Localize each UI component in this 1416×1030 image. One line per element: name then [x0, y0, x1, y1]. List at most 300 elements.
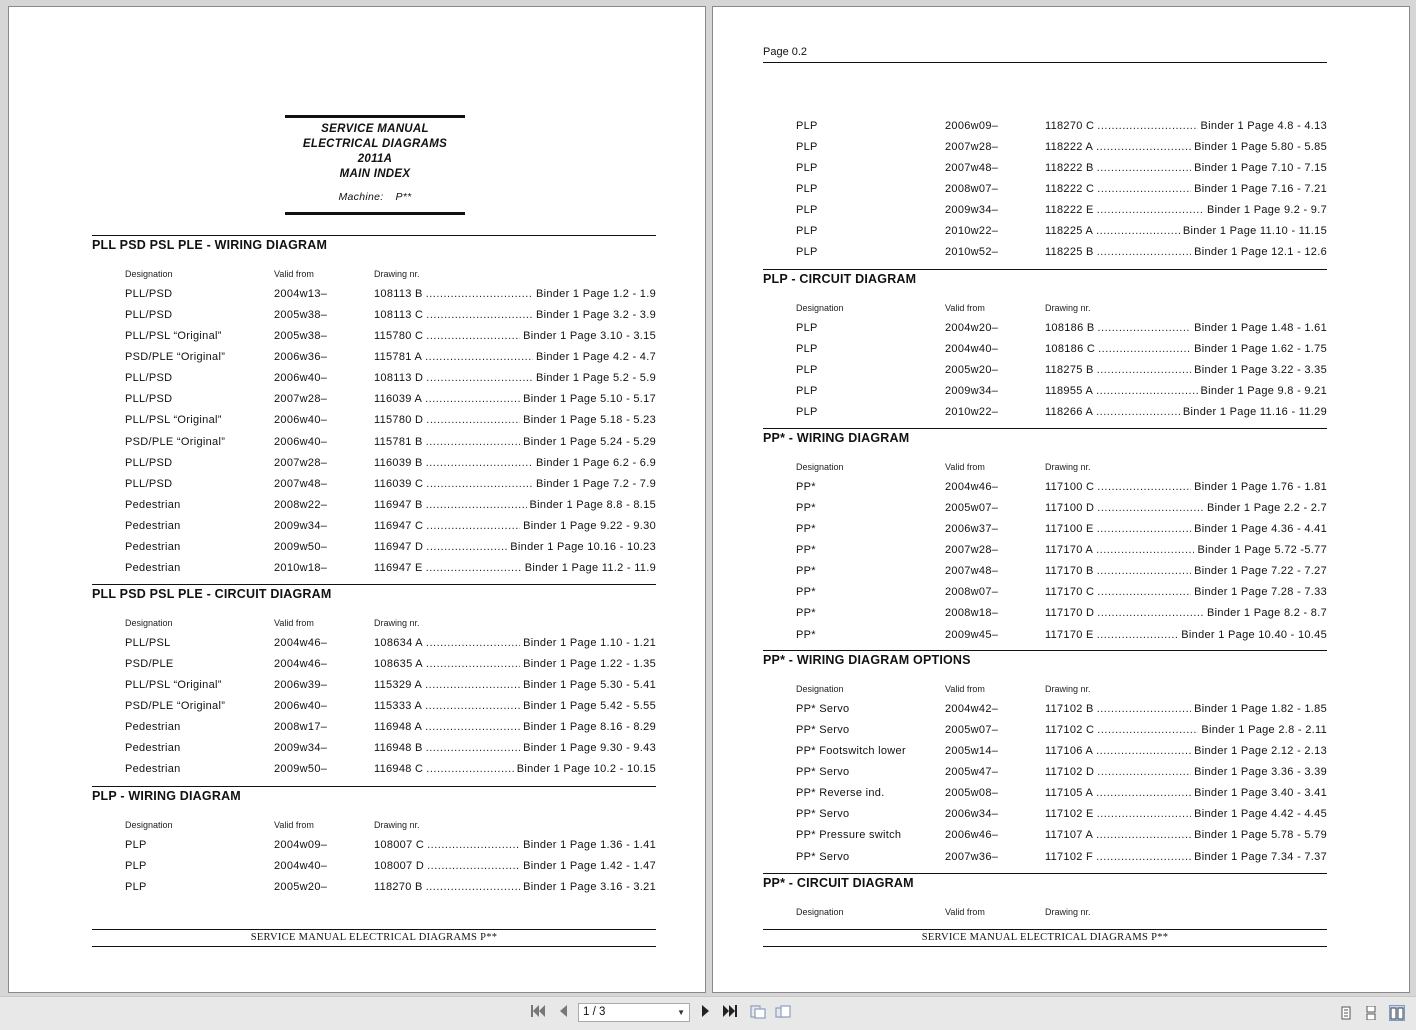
binder-page-ref: Binder 1 Page 3.16 - 3.21 — [523, 881, 656, 894]
valid-from-cell: 2005w38– — [274, 330, 328, 343]
header-designation: Designation — [125, 618, 173, 628]
drawing-cell — [1045, 627, 1327, 643]
binder-page-ref: Binder 1 Page 1.22 - 1.35 — [523, 658, 656, 671]
section-title: PP* - WIRING DIAGRAM — [763, 428, 1327, 448]
designation-cell: PLL/PSL — [125, 637, 171, 649]
binder-page-ref: Binder 1 Page 1.62 - 1.75 — [1194, 343, 1327, 356]
header-valid-from: Valid from — [945, 907, 985, 917]
binder-page-ref: Binder 1 Page 1.82 - 1.85 — [1194, 703, 1327, 715]
designation-cell: PLL/PSD — [125, 288, 173, 300]
valid-from-cell: 2004w46– — [274, 637, 328, 649]
designation-cell: PLP — [796, 120, 818, 132]
binder-page-ref: Binder 1 Page 3.36 - 3.39 — [1194, 766, 1327, 779]
dot-leader — [1097, 521, 1191, 537]
dot-leader — [1096, 849, 1191, 865]
index-row — [796, 362, 1327, 378]
designation-cell: PP* — [796, 586, 816, 599]
binder-page-ref: Binder 1 Page 1.2 - 1.9 — [535, 288, 656, 300]
designation-cell: PLL/PSD — [125, 477, 173, 490]
drawing-number: 108186 C — [1045, 343, 1096, 356]
drawing-number: 116947 C — [374, 519, 424, 532]
header-designation: Designation — [796, 303, 844, 313]
index-row — [125, 328, 656, 344]
binder-page-ref: Binder 1 Page 2.8 - 2.11 — [1201, 724, 1327, 737]
dot-leader — [1097, 722, 1198, 738]
page-number: Page 0.2 — [763, 46, 1327, 63]
drawing-cell — [1045, 383, 1327, 399]
index-row — [796, 404, 1327, 420]
dot-leader — [426, 476, 533, 492]
viewer-toolbar — [0, 996, 1416, 1030]
valid-from-cell: 2006w46– — [945, 829, 999, 842]
designation-cell: PLP — [796, 385, 818, 398]
drawing-cell — [374, 719, 656, 735]
drawing-cell — [374, 412, 656, 428]
drawing-number: 108186 B — [1045, 322, 1095, 334]
binder-page-ref: Binder 1 Page 6.2 - 6.9 — [535, 456, 656, 469]
drawing-cell — [374, 539, 656, 555]
section-title: PLP - CIRCUIT DIAGRAM — [763, 269, 1327, 289]
drawing-cell — [1045, 118, 1327, 134]
machine-line — [285, 190, 465, 205]
index-row — [796, 320, 1327, 336]
dot-leader — [1097, 701, 1191, 717]
drawing-number: 115780 D — [374, 414, 424, 427]
valid-from-cell: 2005w38– — [274, 309, 328, 322]
binder-page-ref: Binder 1 Page 7.28 - 7.33 — [1194, 586, 1327, 599]
drawing-number: 118222 E — [1045, 204, 1094, 217]
valid-from-cell: 2006w37– — [945, 523, 999, 536]
dot-leader — [426, 370, 533, 386]
index-row — [796, 223, 1327, 239]
valid-from-cell: 2009w34– — [945, 385, 999, 398]
section-title: PP* - WIRING DIAGRAM OPTIONS — [763, 650, 1327, 670]
binder-page-ref: Binder 1 Page 5.72 -5.77 — [1197, 544, 1327, 557]
facing-pages-view-icon[interactable] — [1389, 1005, 1405, 1021]
binder-page-ref: Binder 1 Page 11.16 - 11.29 — [1182, 406, 1327, 419]
designation-cell: PLP — [796, 322, 818, 334]
index-row — [125, 476, 656, 492]
index-row — [125, 656, 656, 672]
index-row — [796, 722, 1327, 738]
drawing-cell — [374, 518, 656, 534]
binder-page-ref: Binder 1 Page 8.8 - 8.15 — [529, 498, 656, 511]
dot-leader — [426, 328, 520, 344]
index-row — [125, 391, 656, 407]
index-row — [125, 370, 656, 386]
drawing-number: 108635 A — [374, 658, 423, 671]
previous-page-icon[interactable] — [553, 1004, 573, 1024]
binder-page-ref: Binder 1 Page 1.42 - 1.47 — [523, 860, 656, 873]
drawing-number: 116039 A — [374, 393, 423, 406]
header-designation: Designation — [125, 820, 173, 830]
index-row — [125, 719, 656, 735]
drawing-cell — [1045, 320, 1327, 336]
valid-from-cell: 2005w07– — [945, 724, 999, 737]
first-page-icon[interactable] — [528, 1004, 548, 1024]
header-valid-from: Valid from — [945, 462, 985, 472]
binder-page-ref: Binder 1 Page 9.8 - 9.21 — [1200, 385, 1327, 398]
designation-cell: PSD/PLE “Original” — [125, 700, 226, 713]
drawing-cell — [374, 391, 656, 407]
index-row — [796, 605, 1327, 621]
binder-page-ref: Binder 1 Page 3.10 - 3.15 — [523, 330, 656, 343]
drawing-number: 118222 C — [1045, 183, 1095, 196]
drawing-number: 117170 B — [1045, 565, 1094, 578]
designation-cell: PP* — [796, 607, 816, 620]
valid-from-cell: 2006w40– — [274, 700, 328, 713]
dot-leader — [426, 761, 513, 777]
drawing-cell — [374, 740, 656, 756]
drawing-number: 115781 A — [374, 351, 423, 364]
drawing-cell — [1045, 223, 1327, 239]
drawing-cell — [1045, 500, 1327, 516]
valid-from-cell: 2007w48– — [945, 162, 999, 175]
index-row — [125, 286, 656, 302]
designation-cell: PP* Servo — [796, 724, 850, 737]
drawing-number: 117106 A — [1045, 745, 1094, 758]
binder-page-ref: Binder 1 Page 9.2 - 9.7 — [1206, 204, 1327, 217]
drawing-cell — [374, 837, 656, 853]
index-row — [796, 584, 1327, 600]
header-designation: Designation — [796, 684, 844, 694]
dot-leader — [1096, 827, 1191, 843]
index-row — [796, 743, 1327, 759]
index-row — [796, 627, 1327, 643]
designation-cell: PLL/PSL “Original” — [125, 414, 222, 427]
designation-cell: PLP — [796, 246, 818, 259]
index-row — [796, 139, 1327, 155]
dot-leader — [1097, 181, 1191, 197]
valid-from-cell: 2009w34– — [274, 742, 328, 755]
dot-leader — [426, 560, 522, 576]
designation-cell: Pedestrian — [125, 519, 181, 532]
valid-from-cell: 2009w34– — [274, 519, 328, 532]
drawing-number: 115781 B — [374, 435, 423, 448]
designation-cell: PSD/PLE “Original” — [125, 435, 226, 448]
binder-page-ref: Binder 1 Page 5.2 - 5.9 — [535, 372, 656, 385]
drawing-cell — [1045, 701, 1327, 717]
binder-page-ref: Binder 1 Page 7.22 - 7.27 — [1194, 565, 1327, 578]
index-row — [796, 827, 1327, 843]
dot-leader — [426, 740, 520, 756]
designation-cell: PLP — [125, 881, 147, 894]
binder-page-ref: Binder 1 Page 4.2 - 4.7 — [535, 351, 656, 364]
dot-leader — [426, 497, 527, 513]
valid-from-cell: 2010w52– — [945, 246, 999, 259]
dot-leader — [1097, 605, 1204, 621]
drawing-cell — [374, 858, 656, 874]
header-drawing-nr: Drawing nr. — [1045, 684, 1091, 694]
valid-from-cell: 2005w20– — [945, 364, 999, 377]
drawing-number: 117102 C — [1045, 724, 1095, 737]
binder-page-ref: Binder 1 Page 10.40 - 10.45 — [1181, 628, 1327, 641]
title-block — [285, 115, 465, 215]
drawing-number: 108007 D — [374, 860, 425, 873]
designation-cell: PLP — [125, 839, 147, 851]
valid-from-cell: 2006w36– — [274, 351, 328, 364]
binder-page-ref: Binder 1 Page 10.2 - 10.15 — [516, 763, 656, 776]
dot-leader — [1097, 479, 1191, 495]
dot-leader — [1097, 362, 1191, 378]
valid-from-cell: 2005w08– — [945, 787, 999, 800]
drawing-number: 116948 C — [374, 763, 424, 776]
binder-page-ref: Binder 1 Page 8.2 - 8.7 — [1206, 607, 1327, 620]
drawing-cell — [1045, 341, 1327, 357]
single-page-view-icon[interactable] — [1339, 1005, 1355, 1021]
drawing-cell — [1045, 849, 1327, 865]
header-drawing-nr: Drawing nr. — [1045, 303, 1091, 313]
index-row — [796, 806, 1327, 822]
index-row — [796, 563, 1327, 579]
drawing-cell — [1045, 806, 1327, 822]
column-headers — [125, 820, 656, 836]
index-row — [796, 785, 1327, 801]
drawing-cell — [374, 434, 656, 450]
valid-from-cell: 2005w47– — [945, 766, 999, 779]
drawing-cell — [1045, 785, 1327, 801]
valid-from-cell: 2004w46– — [274, 658, 328, 671]
drawing-cell — [374, 761, 656, 777]
drawing-cell — [1045, 521, 1327, 537]
index-row — [125, 879, 656, 895]
valid-from-cell: 2004w40– — [274, 860, 328, 873]
drawing-cell — [1045, 181, 1327, 197]
header-drawing-nr: Drawing nr. — [374, 618, 420, 628]
section-title: PLP - WIRING DIAGRAM — [92, 786, 656, 806]
designation-cell: Pedestrian — [125, 562, 181, 575]
drawing-cell — [1045, 722, 1327, 738]
drawing-cell — [1045, 139, 1327, 155]
valid-from-cell: 2008w18– — [945, 607, 999, 620]
binder-page-ref: Binder 1 Page 5.42 - 5.55 — [523, 700, 656, 713]
binder-page-ref: Binder 1 Page 8.16 - 8.29 — [523, 721, 656, 734]
dot-leader — [1096, 785, 1191, 801]
valid-from-cell: 2010w22– — [945, 406, 999, 419]
binder-page-ref: Binder 1 Page 5.18 - 5.23 — [523, 414, 656, 427]
valid-from-cell: 2004w40– — [945, 343, 999, 356]
drawing-number: 118225 A — [1045, 225, 1094, 238]
drawing-number: 116948 B — [374, 742, 423, 755]
header-valid-from: Valid from — [945, 684, 985, 694]
drawing-cell — [1045, 362, 1327, 378]
drawing-number: 116039 C — [374, 477, 424, 490]
header-drawing-nr: Drawing nr. — [1045, 907, 1091, 917]
valid-from-cell: 2010w22– — [945, 225, 999, 238]
dot-leader — [426, 434, 520, 450]
drawing-number: 117102 B — [1045, 703, 1094, 715]
index-row — [796, 202, 1327, 218]
drawing-number: 118275 B — [1045, 364, 1094, 377]
drawing-number: 117100 C — [1045, 481, 1095, 493]
page-number-select[interactable] — [578, 1003, 690, 1022]
valid-from-cell: 2009w50– — [274, 540, 328, 553]
dot-leader — [426, 879, 520, 895]
column-headers — [125, 618, 656, 634]
dot-leader — [425, 677, 520, 693]
drawing-cell — [374, 307, 656, 323]
valid-from-cell: 2010w18– — [274, 562, 328, 575]
designation-cell: PLL/PSD — [125, 393, 173, 406]
index-row — [125, 497, 656, 513]
section-title: PP* - CIRCUIT DIAGRAM — [763, 873, 1327, 893]
column-headers — [796, 303, 1327, 319]
drawing-cell — [1045, 160, 1327, 176]
index-row — [796, 118, 1327, 134]
drawing-number: 108113 D — [374, 372, 424, 385]
dot-leader — [426, 635, 520, 651]
index-row — [125, 539, 656, 555]
drawing-number: 108007 C — [374, 839, 425, 851]
designation-cell: PP* — [796, 565, 816, 578]
column-headers — [796, 684, 1327, 700]
drawing-number: 116039 B — [374, 456, 423, 469]
title-line-2: ELECTRICAL DIAGRAMS — [302, 138, 448, 150]
drawing-cell — [1045, 404, 1327, 420]
dot-leader — [426, 656, 520, 672]
index-row — [125, 740, 656, 756]
drawing-cell — [1045, 827, 1327, 843]
rotate-left-icon[interactable] — [748, 1004, 768, 1024]
drawing-cell — [1045, 202, 1327, 218]
binder-page-ref: Binder 1 Page 1.36 - 1.41 — [523, 839, 656, 851]
dot-leader — [427, 858, 520, 874]
index-row — [125, 349, 656, 365]
binder-page-ref: Binder 1 Page 1.10 - 1.21 — [523, 637, 656, 649]
continuous-view-icon[interactable] — [1364, 1005, 1380, 1021]
valid-from-cell: 2005w14– — [945, 745, 999, 758]
index-row — [796, 701, 1327, 717]
index-row — [125, 518, 656, 534]
document-page-right — [712, 6, 1410, 993]
index-row — [125, 761, 656, 777]
index-row — [796, 160, 1327, 176]
document-page-left — [8, 6, 706, 993]
header-valid-from: Valid from — [274, 618, 314, 628]
drawing-cell — [1045, 479, 1327, 495]
next-page-icon[interactable] — [696, 1004, 716, 1024]
dot-leader — [1096, 743, 1191, 759]
index-row — [125, 858, 656, 874]
valid-from-cell: 2005w07– — [945, 502, 999, 515]
designation-cell: PP* Servo — [796, 808, 850, 821]
binder-page-ref: Binder 1 Page 10.16 - 10.23 — [510, 540, 656, 553]
index-row — [796, 500, 1327, 516]
index-row — [796, 764, 1327, 780]
drawing-number: 118222 A — [1045, 141, 1094, 154]
drawing-number: 117105 A — [1045, 787, 1094, 800]
drawing-cell — [374, 497, 656, 513]
index-row — [796, 521, 1327, 537]
valid-from-cell: 2008w07– — [945, 586, 999, 599]
drawing-cell — [1045, 743, 1327, 759]
dot-leader — [426, 286, 533, 302]
binder-page-ref: Binder 1 Page 4.42 - 4.45 — [1194, 808, 1327, 821]
dot-leader — [1097, 244, 1191, 260]
drawing-cell — [374, 286, 656, 302]
binder-page-ref: Binder 1 Page 4.8 - 4.13 — [1200, 120, 1327, 132]
index-row — [125, 307, 656, 323]
drawing-cell — [374, 879, 656, 895]
binder-page-ref: Binder 1 Page 2.2 - 2.7 — [1206, 502, 1327, 515]
valid-from-cell: 2004w09– — [274, 839, 328, 851]
dot-leader — [1097, 806, 1191, 822]
dot-leader — [426, 455, 533, 471]
column-headers — [796, 907, 1327, 923]
dot-leader — [1097, 627, 1179, 643]
dot-leader — [425, 349, 533, 365]
valid-from-cell: 2004w42– — [945, 703, 999, 715]
designation-cell: PLP — [796, 162, 818, 175]
designation-cell: PLP — [796, 141, 818, 154]
drawing-number: 115333 A — [374, 700, 423, 713]
drawing-number: 108634 A — [374, 637, 423, 649]
drawing-number: 116948 A — [374, 721, 423, 734]
designation-cell: Pedestrian — [125, 742, 181, 755]
header-designation: Designation — [796, 462, 844, 472]
drawing-cell — [374, 328, 656, 344]
drawing-cell — [374, 677, 656, 693]
drawing-cell — [374, 370, 656, 386]
drawing-number: 117170 E — [1045, 628, 1094, 641]
drawing-cell — [374, 656, 656, 672]
binder-page-ref: Binder 1 Page 2.12 - 2.13 — [1194, 745, 1327, 758]
drawing-number: 117170 D — [1045, 607, 1095, 620]
binder-page-ref: Binder 1 Page 12.1 - 12.6 — [1194, 246, 1327, 259]
header-drawing-nr: Drawing nr. — [374, 269, 420, 279]
binder-page-ref: Binder 1 Page 1.76 - 1.81 — [1194, 481, 1327, 493]
drawing-number: 116947 B — [374, 498, 423, 511]
designation-cell: PSD/PLE “Original” — [125, 351, 226, 364]
header-valid-from: Valid from — [274, 820, 314, 830]
last-page-icon[interactable] — [720, 1004, 740, 1024]
drawing-number: 117102 F — [1045, 850, 1094, 863]
drawing-cell — [374, 560, 656, 576]
valid-from-cell: 2008w17– — [274, 721, 328, 734]
drawing-cell — [1045, 542, 1327, 558]
column-headers — [125, 269, 656, 285]
index-row — [796, 383, 1327, 399]
drawing-number: 118266 A — [1045, 406, 1094, 419]
designation-cell: PP* — [796, 628, 816, 641]
designation-cell: PLP — [796, 364, 818, 377]
machine-value: P** — [395, 191, 412, 203]
binder-page-ref: Binder 1 Page 11.2 - 11.9 — [524, 562, 656, 575]
designation-cell: PP* — [796, 523, 816, 536]
binder-page-ref: Binder 1 Page 9.22 - 9.30 — [523, 519, 656, 532]
rotate-right-icon[interactable] — [773, 1004, 793, 1024]
binder-page-ref: Binder 1 Page 7.2 - 7.9 — [535, 477, 656, 490]
drawing-cell — [374, 698, 656, 714]
valid-from-cell: 2006w40– — [274, 435, 328, 448]
binder-page-ref: Binder 1 Page 7.34 - 7.37 — [1194, 850, 1327, 863]
valid-from-cell: 2007w28– — [274, 456, 328, 469]
binder-page-ref: Binder 1 Page 5.10 - 5.17 — [523, 393, 656, 406]
drawing-number: 118270 C — [1045, 120, 1095, 132]
valid-from-cell: 2008w07– — [945, 183, 999, 196]
binder-page-ref: Binder 1 Page 1.48 - 1.61 — [1194, 322, 1327, 334]
index-row — [796, 244, 1327, 260]
drawing-number: 118270 B — [374, 881, 423, 894]
dot-leader — [1097, 500, 1204, 516]
index-row — [125, 560, 656, 576]
valid-from-cell: 2007w28– — [945, 544, 999, 557]
designation-cell: PP* — [796, 481, 816, 493]
dot-leader — [1097, 202, 1204, 218]
dot-leader — [1096, 404, 1180, 420]
drawing-cell — [1045, 584, 1327, 600]
drawing-number: 118222 B — [1045, 162, 1094, 175]
